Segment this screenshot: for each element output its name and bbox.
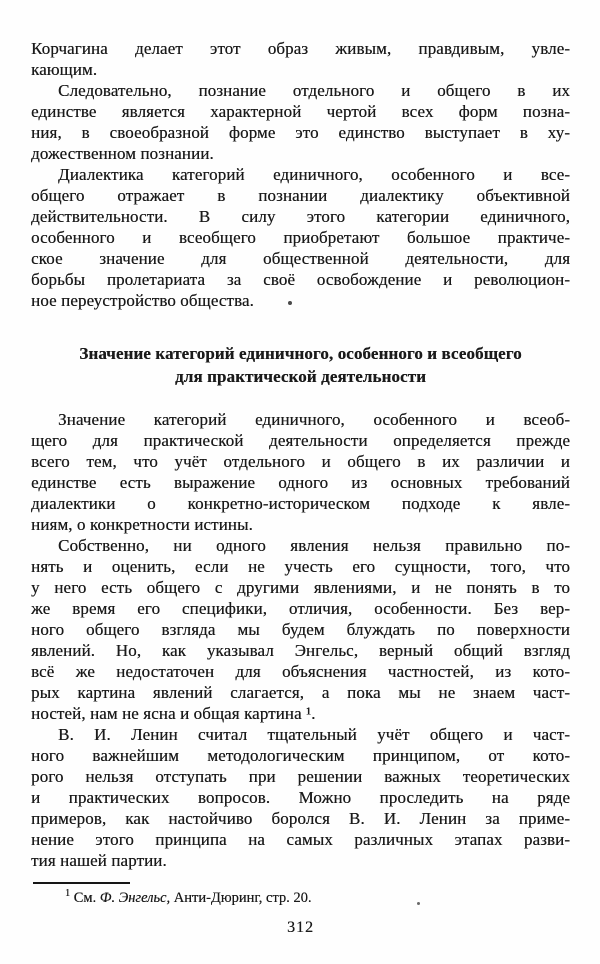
heading-line: Значение категорий единичного, особенного и всеобщего xyxy=(79,344,522,363)
text-line: всё же недостаточен для объяснения частностей, из кото- xyxy=(31,662,570,681)
paragraph xyxy=(31,535,570,724)
page-number: 312 xyxy=(287,919,314,936)
footnote-superscript: 1 xyxy=(65,888,70,900)
text-line: явлений. Но, как указывал Энгельс, верный общий взгляд xyxy=(31,641,570,660)
footnote-author: Ф. Энгельс, xyxy=(99,890,171,906)
text-line: ное переустройство общества. xyxy=(31,291,254,310)
text-line: у него есть общего с другими явлениями, и не понять в то xyxy=(31,578,570,597)
footnote-divider xyxy=(33,882,130,884)
text-line: же время его специфики, отличия, особенности. Без вер- xyxy=(31,599,570,618)
text-line: борьбы пролетариата за своё освобождение и революцион- xyxy=(31,270,570,289)
text-line: дожественном познании. xyxy=(31,144,214,163)
paragraph xyxy=(31,164,570,311)
text-line: примеров, как настойчиво боролся В. И. Ленин за приме- xyxy=(31,809,570,828)
text-line: Собственно, ни одного явления нельзя правильно по- xyxy=(58,536,570,555)
footnote-reference: Анти-Дюринг, стр. 20. xyxy=(170,890,312,906)
text-line: всего тем, что учёт отдельного и общего в их различии и xyxy=(31,452,570,471)
text-line: единстве есть выражение одного из основных требований xyxy=(31,473,570,492)
paragraph xyxy=(31,724,570,871)
text-line: ское значение для общественной деятельности, для xyxy=(31,249,570,268)
paragraph xyxy=(31,38,570,80)
text-line: единстве является характерной чертой всех форм позна- xyxy=(31,102,570,121)
text-line: и практических вопросов. Можно проследить на ряде xyxy=(31,788,570,807)
text-line: общего отражает в познании диалектику объективной xyxy=(31,186,570,205)
text-line: Корчагина делает этот образ живым, правдивым, увле- xyxy=(31,39,570,58)
text-line: В. И. Ленин считал тщательный учёт общего и част- xyxy=(58,725,570,744)
text-line: ностей, нам не ясна и общая картина ¹. xyxy=(31,704,316,723)
text-line: ния, в своеобразной форме это единство выступает в ху- xyxy=(31,123,570,142)
paragraph xyxy=(31,409,570,535)
footnote-marker xyxy=(65,890,100,906)
text-body xyxy=(31,38,570,871)
text-line: тия нашей партии. xyxy=(31,851,167,870)
text-line: Диалектика категорий единичного, особенного и все- xyxy=(58,165,570,184)
paragraph xyxy=(31,80,570,164)
footnote-prefix: См. xyxy=(70,890,100,906)
text-line: ного общего взгляда мы будем блуждать по поверхности xyxy=(31,620,570,639)
text-line: нение этого принципа на самых различных этапах разви- xyxy=(31,830,570,849)
scan-speck-artifact xyxy=(288,301,292,305)
text-line: рых картина явлений слагается, а пока мы не знаем част- xyxy=(31,683,570,702)
text-line: особенного и всеобщего приобретают большое практиче- xyxy=(31,228,570,247)
text-line: действительности. В силу этого категории единичного, xyxy=(31,207,570,226)
text-line: ного важнейшим методологическим принципом, от кото- xyxy=(31,746,570,765)
footnote xyxy=(31,889,570,908)
text-line: щего для практической деятельности определяется прежде xyxy=(31,431,570,450)
section-heading xyxy=(31,342,570,388)
text-line: рого нельзя отступать при решении важных теоретических xyxy=(31,767,570,786)
text-line: диалектики о конкретно-историческом подходе к явле- xyxy=(31,494,570,513)
text-line: ниям, о конкретности истины. xyxy=(31,515,253,534)
heading-line: для практической деятельности xyxy=(175,367,426,386)
text-line: Следовательно, познание отдельного и общего в их xyxy=(58,81,570,100)
scan-speck-artifact xyxy=(417,902,420,905)
text-line: кающим. xyxy=(31,60,98,79)
text-line: Значение категорий единичного, особенного и всеоб- xyxy=(58,410,570,429)
text-line: нять и оценить, если не учесть его сущности, того, что xyxy=(31,557,570,576)
